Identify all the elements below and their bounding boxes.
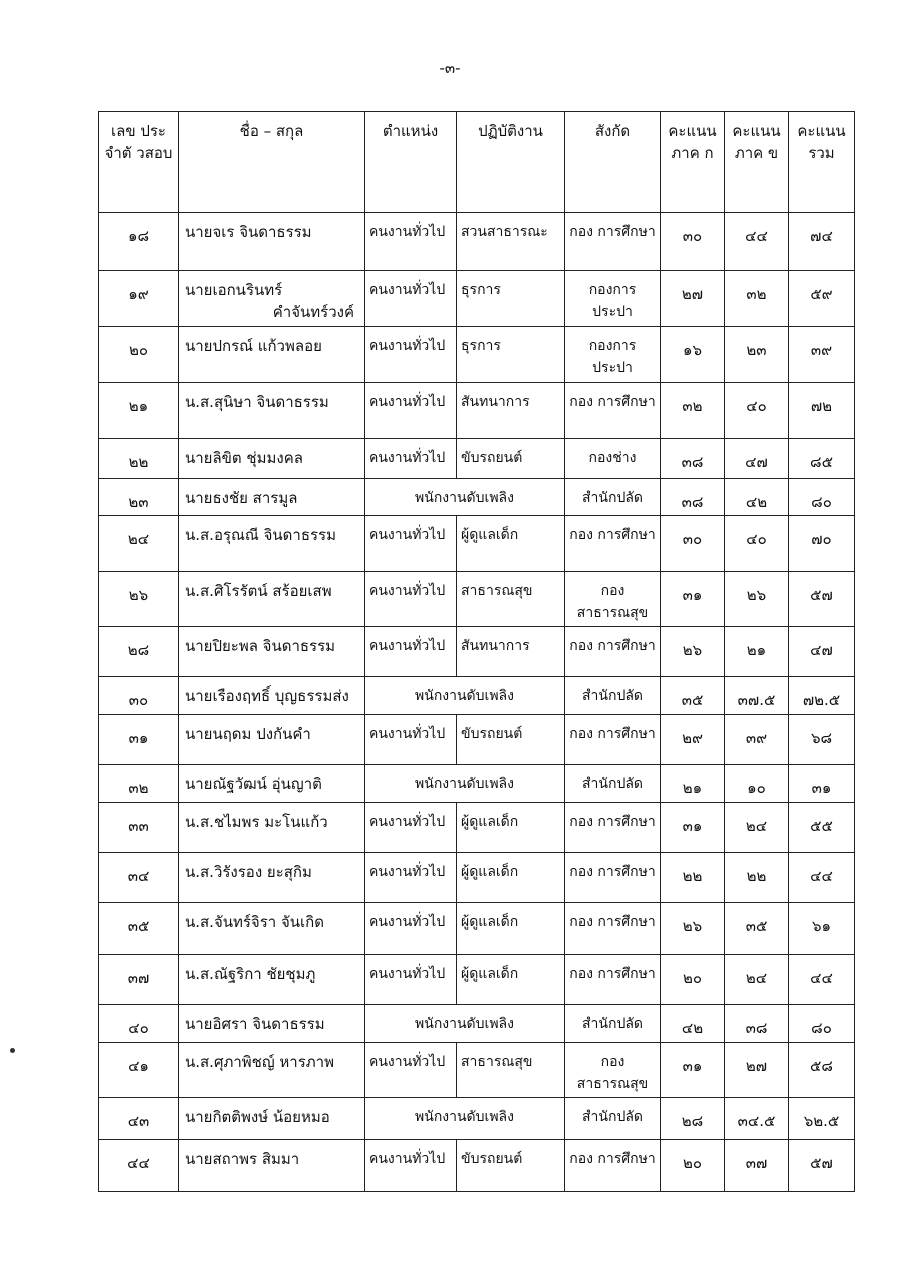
score-b-cell: ๒๔: [725, 803, 789, 853]
unit-cell: กอง สาธารณสุข: [565, 1043, 661, 1098]
position-cell: คนงานทั่วไป: [365, 853, 457, 903]
name-text: นายสถาพร สิมมา: [185, 1150, 300, 1168]
name-cell: [179, 383, 365, 439]
unit-cell: กอง การศึกษา: [565, 516, 661, 572]
job-cell: สาธารณสุข: [457, 572, 565, 627]
job-cell: ผู้ดูแลเด็ก: [457, 955, 565, 1005]
job-cell: สาธารณสุข: [457, 1043, 565, 1098]
score-b-cell: ๒๗: [725, 1043, 789, 1098]
job-cell: สวนสาธารณะ: [457, 213, 565, 271]
position-job-merged-cell: พนักงานดับเพลิง: [365, 479, 565, 516]
position-cell: คนงานทั่วไป: [365, 627, 457, 677]
name-text: นายอิศรา จินดาธรรม: [185, 1015, 325, 1033]
table-row: [99, 803, 855, 853]
name-cell: [179, 1140, 365, 1192]
job-cell: สันทนาการ: [457, 627, 565, 677]
unit-cell: กอง การศึกษา: [565, 955, 661, 1005]
name-cell: [179, 853, 365, 903]
total-score-cell: ๗๒: [789, 383, 855, 439]
name-cell: [179, 327, 365, 383]
position-cell: คนงานทั่วไป: [365, 439, 457, 479]
position-cell: คนงานทั่วไป: [365, 903, 457, 955]
score-a-cell: ๓๐: [661, 516, 725, 572]
total-score-cell: ๘๐: [789, 1005, 855, 1043]
total-score-cell: ๗๔: [789, 213, 855, 271]
job-cell: สันทนาการ: [457, 383, 565, 439]
unit-cell: สำนักปลัด: [565, 677, 661, 715]
job-cell: ขับรถยนต์: [457, 439, 565, 479]
exam-score-table: [98, 111, 855, 1192]
name-text: น.ส.จันทร์จิรา จันเกิด: [185, 913, 324, 931]
score-a-cell: ๓๒: [661, 383, 725, 439]
exam-id-cell: ๒๔: [99, 516, 179, 572]
header-score-b: คะแนน ภาค ข: [725, 112, 789, 213]
position-job-merged-cell: พนักงานดับเพลิง: [365, 765, 565, 803]
exam-id-cell: ๓๕: [99, 903, 179, 955]
score-a-cell: ๓๐: [661, 213, 725, 271]
name-text: น.ส.ศุภาพิชญ์ หารภาพ: [185, 1053, 334, 1071]
table-row: [99, 765, 855, 803]
exam-id-cell: ๓๒: [99, 765, 179, 803]
unit-cell: กอง การศึกษา: [565, 903, 661, 955]
unit-cell: สำนักปลัด: [565, 479, 661, 516]
exam-id-cell: ๒๖: [99, 572, 179, 627]
table-row: [99, 715, 855, 765]
name-cell: [179, 572, 365, 627]
score-b-cell: ๒๑: [725, 627, 789, 677]
score-a-cell: ๒๙: [661, 715, 725, 765]
name-text: นายธงชัย สารมูล: [185, 489, 298, 507]
table-row: [99, 383, 855, 439]
header-job: ปฏิบัติงาน: [457, 112, 565, 213]
table-row: [99, 572, 855, 627]
job-cell: ผู้ดูแลเด็ก: [457, 516, 565, 572]
score-b-cell: ๒๓: [725, 327, 789, 383]
name-text: นายลิขิต ชุ่มมงคล: [185, 449, 303, 467]
name-cell: [179, 1098, 365, 1140]
unit-cell: กอง การศึกษา: [565, 1140, 661, 1192]
table-row: [99, 516, 855, 572]
name-text: นายกิตติพงษ์ น้อยหมอ: [185, 1108, 330, 1126]
score-b-cell: ๑๐: [725, 765, 789, 803]
name-cell: [179, 1005, 365, 1043]
position-cell: คนงานทั่วไป: [365, 383, 457, 439]
score-a-cell: ๓๑: [661, 1043, 725, 1098]
total-score-cell: ๕๙: [789, 271, 855, 327]
name-cell: [179, 803, 365, 853]
position-cell: คนงานทั่วไป: [365, 572, 457, 627]
surname-text: คำจันทร์วงค์: [272, 303, 354, 321]
name-text: นายณัฐวัฒน์ อุ่นญาติ: [185, 775, 322, 793]
job-cell: ขับรถยนต์: [457, 715, 565, 765]
score-a-cell: ๓๘: [661, 479, 725, 516]
score-b-cell: ๓๕: [725, 903, 789, 955]
score-b-cell: ๔๗: [725, 439, 789, 479]
score-b-cell: ๔๐: [725, 516, 789, 572]
unit-cell: กองช่าง: [565, 439, 661, 479]
table-row: [99, 627, 855, 677]
header-position: ตำแหน่ง: [365, 112, 457, 213]
unit-cell: กองการ ประปา: [565, 271, 661, 327]
score-a-cell: ๒๘: [661, 1098, 725, 1140]
table-row: [99, 439, 855, 479]
name-cell: [179, 439, 365, 479]
position-job-merged-cell: พนักงานดับเพลิง: [365, 677, 565, 715]
total-score-cell: ๘๐: [789, 479, 855, 516]
score-a-cell: ๒๖: [661, 903, 725, 955]
exam-id-cell: ๓๑: [99, 715, 179, 765]
position-cell: คนงานทั่วไป: [365, 327, 457, 383]
header-total: คะแนน รวม: [789, 112, 855, 213]
total-score-cell: ๖๑: [789, 903, 855, 955]
total-score-cell: ๖๒.๕: [789, 1098, 855, 1140]
score-a-cell: ๒๒: [661, 853, 725, 903]
name-cell: [179, 765, 365, 803]
total-score-cell: ๖๘: [789, 715, 855, 765]
score-b-cell: ๓๔.๕: [725, 1098, 789, 1140]
total-score-cell: ๔๗: [789, 627, 855, 677]
name-text: นายนฤดม ปงกันคำ: [185, 725, 311, 743]
score-a-cell: ๓๑: [661, 803, 725, 853]
score-b-cell: ๓๙: [725, 715, 789, 765]
table-row: [99, 955, 855, 1005]
position-cell: คนงานทั่วไป: [365, 213, 457, 271]
unit-cell: กอง การศึกษา: [565, 383, 661, 439]
table-row: [99, 1043, 855, 1098]
name-cell: [179, 677, 365, 715]
position-cell: คนงานทั่วไป: [365, 803, 457, 853]
page-number: -๓-: [439, 59, 461, 77]
score-a-cell: ๒๑: [661, 765, 725, 803]
total-score-cell: ๕๗: [789, 572, 855, 627]
table-row: [99, 1140, 855, 1192]
unit-cell: กอง การศึกษา: [565, 803, 661, 853]
header-exam-id: เลข ประจำตั วสอบ: [99, 112, 179, 213]
table-row: [99, 479, 855, 516]
exam-id-cell: ๑๙: [99, 271, 179, 327]
table-row: [99, 677, 855, 715]
exam-id-cell: ๓๗: [99, 955, 179, 1005]
name-cell: [179, 271, 365, 327]
position-job-merged-cell: พนักงานดับเพลิง: [365, 1098, 565, 1140]
name-text: นายเอกนรินทร์: [185, 281, 283, 299]
position-cell: คนงานทั่วไป: [365, 271, 457, 327]
exam-id-cell: ๒๒: [99, 439, 179, 479]
job-cell: ผู้ดูแลเด็ก: [457, 803, 565, 853]
position-cell: คนงานทั่วไป: [365, 516, 457, 572]
exam-id-cell: ๒๐: [99, 327, 179, 383]
exam-id-cell: ๓๐: [99, 677, 179, 715]
position-job-merged-cell: พนักงานดับเพลิง: [365, 1005, 565, 1043]
score-a-cell: ๓๘: [661, 439, 725, 479]
name-text: นายปิยะพล จินดาธรรม: [185, 637, 336, 655]
name-text: น.ส.ศิโรรัตน์ สร้อยเสพ: [185, 582, 332, 600]
score-a-cell: ๒๐: [661, 1140, 725, 1192]
position-cell: คนงานทั่วไป: [365, 1140, 457, 1192]
table-row: [99, 213, 855, 271]
score-a-cell: ๒๖: [661, 627, 725, 677]
exam-id-cell: ๓๓: [99, 803, 179, 853]
score-a-cell: ๒๗: [661, 271, 725, 327]
unit-cell: สำนักปลัด: [565, 765, 661, 803]
table-row: [99, 1098, 855, 1140]
unit-cell: กอง การศึกษา: [565, 213, 661, 271]
exam-id-cell: ๔๓: [99, 1098, 179, 1140]
name-text: นายจเร จินดาธรรม: [185, 223, 312, 241]
score-a-cell: ๑๖: [661, 327, 725, 383]
total-score-cell: ๕๘: [789, 1043, 855, 1098]
exam-id-cell: ๑๘: [99, 213, 179, 271]
exam-id-cell: ๒๑: [99, 383, 179, 439]
score-b-cell: ๔๒: [725, 479, 789, 516]
table-row: [99, 271, 855, 327]
score-a-cell: ๓๑: [661, 572, 725, 627]
name-text: น.ส.วิรังรอง ยะสุกิม: [185, 863, 312, 881]
total-score-cell: ๔๔: [789, 853, 855, 903]
name-cell: [179, 903, 365, 955]
score-a-cell: ๔๒: [661, 1005, 725, 1043]
unit-cell: กอง สาธารณสุข: [565, 572, 661, 627]
score-b-cell: ๒๔: [725, 955, 789, 1005]
score-b-cell: ๓๗: [725, 1140, 789, 1192]
total-score-cell: ๕๕: [789, 803, 855, 853]
table-row: [99, 1005, 855, 1043]
unit-cell: กอง การศึกษา: [565, 715, 661, 765]
score-b-cell: ๔๔: [725, 213, 789, 271]
name-text: น.ส.สุนิษา จินดาธรรม: [185, 393, 329, 411]
total-score-cell: ๗๒.๕: [789, 677, 855, 715]
name-cell: [179, 479, 365, 516]
total-score-cell: ๕๗: [789, 1140, 855, 1192]
name-cell: [179, 213, 365, 271]
table-row: [99, 327, 855, 383]
header-name: ชื่อ – สกุล: [179, 112, 365, 213]
exam-id-cell: ๔๔: [99, 1140, 179, 1192]
total-score-cell: ๘๕: [789, 439, 855, 479]
header-score-a: คะแนน ภาค ก: [661, 112, 725, 213]
score-a-cell: ๒๐: [661, 955, 725, 1005]
position-cell: คนงานทั่วไป: [365, 1043, 457, 1098]
unit-cell: กองการ ประปา: [565, 327, 661, 383]
position-cell: คนงานทั่วไป: [365, 715, 457, 765]
total-score-cell: ๗๐: [789, 516, 855, 572]
score-b-cell: ๒๒: [725, 853, 789, 903]
unit-cell: สำนักปลัด: [565, 1005, 661, 1043]
score-b-cell: ๒๖: [725, 572, 789, 627]
unit-cell: กอง การศึกษา: [565, 627, 661, 677]
name-cell: [179, 516, 365, 572]
job-cell: ธุรการ: [457, 271, 565, 327]
exam-id-cell: ๔๑: [99, 1043, 179, 1098]
unit-cell: กอง การศึกษา: [565, 853, 661, 903]
unit-cell: สำนักปลัด: [565, 1098, 661, 1140]
score-b-cell: ๓๒: [725, 271, 789, 327]
name-cell: [179, 715, 365, 765]
table-row: [99, 903, 855, 955]
name-text: น.ส.อรุณณี จินดาธรรม: [185, 526, 336, 544]
name-cell: [179, 1043, 365, 1098]
name-text: น.ส.ณัฐริกา ชัยชุมภู: [185, 965, 316, 983]
position-cell: คนงานทั่วไป: [365, 955, 457, 1005]
header-unit: สังกัด: [565, 112, 661, 213]
job-cell: ขับรถยนต์: [457, 1140, 565, 1192]
score-b-cell: ๔๐: [725, 383, 789, 439]
job-cell: ผู้ดูแลเด็ก: [457, 853, 565, 903]
exam-id-cell: ๓๔: [99, 853, 179, 903]
name-text: น.ส.ชไมพร มะโนแก้ว: [185, 813, 328, 831]
job-cell: ธุรการ: [457, 327, 565, 383]
total-score-cell: ๔๔: [789, 955, 855, 1005]
table-body: [99, 213, 855, 1192]
name-text: นายเรืองฤทธิ์ บุญธรรมส่ง: [185, 687, 349, 705]
score-a-cell: ๓๕: [661, 677, 725, 715]
job-cell: ผู้ดูแลเด็ก: [457, 903, 565, 955]
total-score-cell: ๓๑: [789, 765, 855, 803]
exam-id-cell: ๒๓: [99, 479, 179, 516]
scan-speck: [10, 1048, 15, 1053]
score-b-cell: ๓๘: [725, 1005, 789, 1043]
exam-id-cell: ๔๐: [99, 1005, 179, 1043]
name-text: นายปกรณ์ แก้วพลอย: [185, 337, 322, 355]
total-score-cell: ๓๙: [789, 327, 855, 383]
exam-id-cell: ๒๘: [99, 627, 179, 677]
name-cell: [179, 627, 365, 677]
table-row: [99, 853, 855, 903]
score-b-cell: ๓๗.๕: [725, 677, 789, 715]
name-cell: [179, 955, 365, 1005]
table-header-row: [99, 112, 855, 213]
